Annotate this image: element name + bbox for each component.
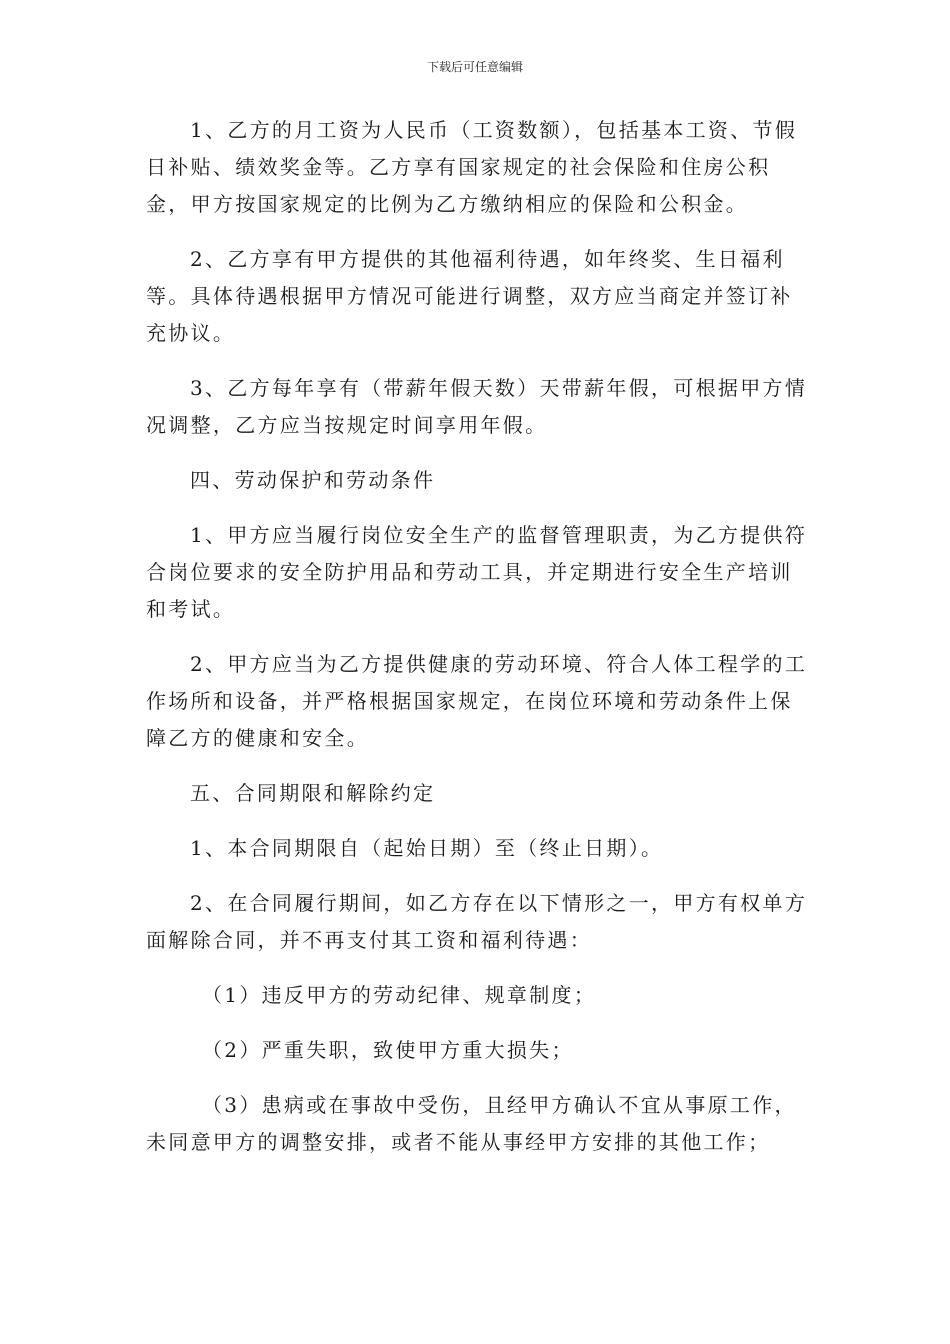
section-heading-contract-term: 五、合同期限和解除约定 (190, 781, 436, 805)
list-item-termination-2: （2）严重失职，致使甲方重大损失； (202, 1038, 574, 1062)
paragraph-contract-term: 1、本合同期限自（起始日期）至（终止日期）。 (190, 836, 664, 860)
page-header-note: 下载后可任意编辑 (426, 60, 523, 74)
list-item-termination-3: （3）患病或在事故中受伤，且经甲方确认不宜从事原工作，未同意甲方的调整安排，或者不能从事经甲方安排的其他工作； (146, 1093, 797, 1154)
list-item-termination-1: （1）违反甲方的劳动纪律、规章制度； (202, 983, 597, 1007)
paragraph-safety-duty: 1、甲方应当履行岗位安全生产的监督管理职责，为乙方提供符合岗位要求的安全防护用品和劳动工具，并定期进行安全生产培训和考试。 (146, 523, 808, 621)
paragraph-termination: 2、在合同履行期间，如乙方存在以下情形之一，甲方有权单方面解除合同，并不再支付其工资和福利待遇： (146, 891, 808, 952)
paragraph-benefits: 2、乙方享有甲方提供的其他福利待遇，如年终奖、生日福利等。具体待遇根据甲方情况可能进行调整，双方应当商定并签订补充协议。 (146, 247, 793, 345)
paragraph-annual-leave: 3、乙方每年享有（带薪年假天数）天带薪年假，可根据甲方情况调整，乙方应当按规定时间享用年假。 (146, 376, 808, 437)
section-heading-labor-protection: 四、劳动保护和劳动条件 (190, 468, 436, 492)
paragraph-salary: 1、乙方的月工资为人民币（工资数额），包括基本工资、节假日补贴、绩效奖金等。乙方享有国家规定的社会保险和住房公积金，甲方按国家规定的比例为乙方缴纳相应的保险和公积金。 (146, 118, 798, 216)
document-body (146, 112, 810, 1179)
paragraph-work-environment: 2、甲方应当为乙方提供健康的劳动环境、符合人体工程学的工作场所和设备，并严格根据国家规定，在岗位环境和劳动条件上保障乙方的健康和安全。 (146, 652, 808, 750)
